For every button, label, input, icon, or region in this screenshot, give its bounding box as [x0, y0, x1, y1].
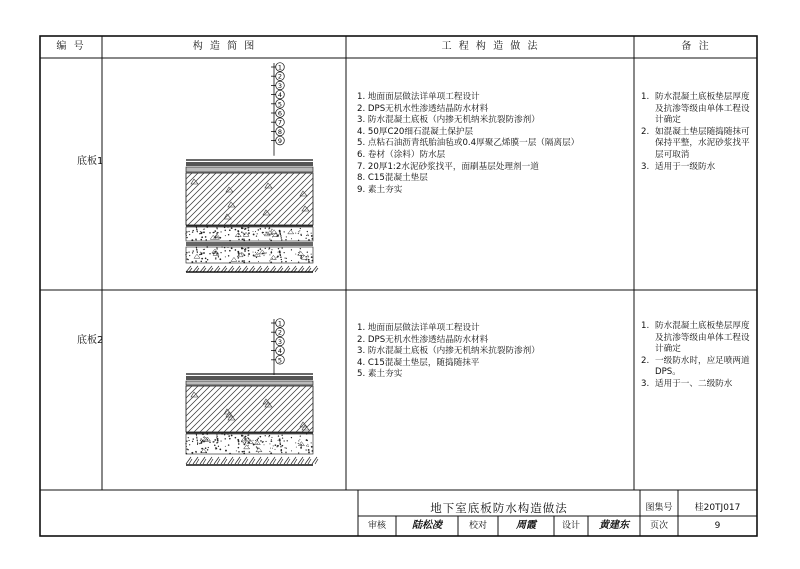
step-item: 7. 20厚1:2水泥砂浆找平，面刷基层处理剂一道 — [357, 161, 539, 172]
callout-marker — [271, 356, 284, 365]
step-item: 8. C15混凝土垫层 — [357, 173, 428, 184]
callout-marker — [271, 100, 284, 109]
svg-text:1: 1 — [277, 319, 283, 328]
callout-marker — [271, 72, 284, 81]
svg-text:1: 1 — [277, 63, 283, 72]
svg-text:4: 4 — [277, 347, 283, 356]
design-label: 设计 — [561, 521, 580, 531]
floor1-section-sketch — [180, 60, 320, 280]
callout-marker — [271, 81, 284, 90]
callout-marker — [271, 346, 284, 355]
compacted-soil — [186, 457, 318, 464]
remark-item: 2. 如混凝土垫层随捣随抹可保持平整，水泥砂浆找平层可取消 — [641, 126, 750, 160]
cushion-layer — [186, 247, 313, 263]
callout-marker — [271, 90, 284, 99]
step-item: 2. DPS无机水性渗透结晶防水材料 — [357, 103, 489, 114]
svg-text:4: 4 — [277, 91, 283, 100]
callout-marker — [271, 109, 284, 118]
step-item: 6. 卷材（涂料）防水层 — [357, 149, 446, 160]
remark-item: 3. 适用于一、二级防水 — [641, 378, 733, 389]
review-signature: 陆松凌 — [412, 520, 442, 531]
design-signature: 黄建东 — [599, 520, 629, 531]
svg-text:5: 5 — [277, 100, 283, 109]
callout-marker — [271, 118, 284, 127]
remark-item: 2. 一级防水时，应足喷两道DPS。 — [641, 355, 750, 378]
step-item: 5. 点粘石油沥青纸胎油毡或0.4厚聚乙烯膜一层（隔离层） — [357, 138, 580, 149]
floor1-remarks — [641, 92, 751, 173]
callout-marker — [271, 136, 284, 145]
step-item: 1. 地面面层做法详单项工程设计 — [357, 323, 480, 333]
callout-marker — [271, 127, 284, 136]
svg-text:3: 3 — [277, 81, 283, 90]
review-label: 审核 — [367, 521, 386, 531]
callout-marker — [271, 63, 284, 72]
step-item: 5. 素土夯实 — [357, 369, 403, 380]
atlas-number: 桂20TJ017 — [694, 503, 741, 513]
svg-text:2: 2 — [277, 328, 283, 337]
remark-item: 1. 防水混凝土底板垫层厚度及抗渗等级由单体工程设计确定 — [641, 321, 750, 355]
compacted-soil — [186, 266, 318, 272]
svg-text:9: 9 — [277, 137, 283, 146]
floor1-construction-steps — [357, 92, 579, 196]
step-item: 1. 地面面层做法详单项工程设计 — [357, 92, 480, 102]
header-method: 工 程 构 造 做 法 — [441, 41, 540, 52]
floor2-remarks — [641, 321, 751, 391]
header-number: 编 号 — [56, 41, 86, 52]
floor2-section-sketch — [180, 295, 320, 485]
floor2-construction-steps — [357, 323, 540, 381]
callout-marker — [271, 337, 284, 346]
callout-marker — [271, 319, 284, 328]
step-item: 4. C15混凝土垫层，随捣随抹平 — [357, 357, 480, 368]
remark-item: 3. 适用于一级防水 — [641, 161, 716, 172]
waterproof-layer — [186, 162, 313, 166]
header-remark: 备 注 — [681, 41, 711, 52]
step-item: 9. 素土夯实 — [357, 184, 403, 195]
row-label-floor1: 底板1 — [77, 156, 104, 167]
header-sketch: 构 造 简 图 — [192, 41, 257, 52]
step-item: 3. 防水混凝土底板（内掺无机纳米抗裂防渗剂） — [357, 346, 540, 357]
svg-text:6: 6 — [277, 109, 283, 118]
cushion-layer — [186, 434, 313, 454]
page-label: 页次 — [649, 521, 668, 531]
remark-item: 1. 防水混凝土底板垫层厚度及抗渗等级由单体工程设计确定 — [641, 92, 750, 126]
coating-layer — [186, 381, 313, 385]
check-signature: 周霞 — [516, 520, 536, 531]
page-number: 9 — [714, 521, 721, 531]
step-item: 2. DPS无机水性渗透结晶防水材料 — [357, 334, 489, 345]
floor1-callouts — [271, 63, 284, 156]
svg-text:3: 3 — [277, 337, 283, 346]
drawing-title: 地下室底板防水构造做法 — [430, 501, 568, 515]
svg-text:5: 5 — [277, 356, 283, 365]
protection-layer — [186, 167, 313, 172]
check-label: 校对 — [468, 521, 487, 531]
callout-marker — [271, 328, 284, 337]
waterproof-layer — [186, 376, 313, 380]
row-label-floor2: 底板2 — [77, 335, 104, 346]
leveling-layer — [186, 242, 313, 246]
atlas-number-label: 图集号 — [645, 503, 673, 513]
step-item: 3. 防水混凝土底板（内掺无机纳米抗裂防渗剂） — [357, 115, 540, 126]
step-item: 4. 50厚C20细石混凝土保护层 — [357, 126, 474, 137]
svg-text:7: 7 — [277, 118, 283, 127]
floor2-callouts — [271, 319, 284, 375]
svg-text:8: 8 — [277, 127, 283, 136]
svg-text:2: 2 — [277, 72, 283, 81]
